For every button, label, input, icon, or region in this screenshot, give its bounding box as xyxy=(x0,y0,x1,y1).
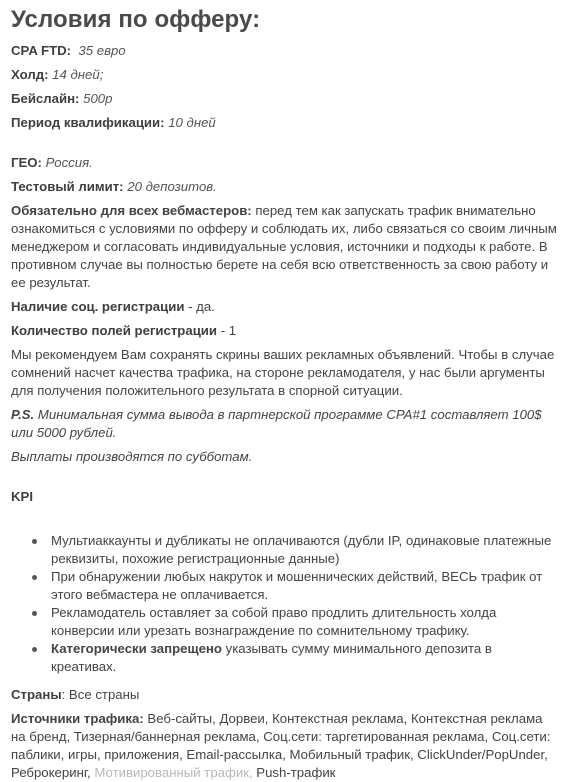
countries-value: : Все страны xyxy=(61,687,140,702)
term-value: 14 дней; xyxy=(52,67,104,82)
geo-line xyxy=(11,154,557,172)
reg-fields-label: Количество полей регистрации xyxy=(11,323,218,338)
reg-fields-line xyxy=(11,322,557,340)
countries-label: Страны xyxy=(11,687,62,702)
payouts-note xyxy=(11,448,557,466)
kpi-item xyxy=(51,604,557,640)
countries-line xyxy=(11,686,557,704)
kpi-item-text: указывать сумму минимального депозита в креативах. xyxy=(51,641,492,674)
social-reg-line xyxy=(11,298,557,316)
term-label: Холд: xyxy=(11,67,49,82)
terms-list xyxy=(11,42,557,132)
sources-label: Источники трафика: xyxy=(11,711,144,726)
recommend-paragraph: Мы рекомендуем Вам сохранять скрины ваших рекламных объявлений. Чтобы в случае сомнений насчет качества трафика, на стороне рекламодателя, у нас были аргументы для получения положительного результата в спорной ситуации. xyxy=(11,347,555,398)
kpi-title: KPI xyxy=(11,489,33,504)
term-label: Бейслайн: xyxy=(11,91,80,106)
mandatory-paragraph xyxy=(11,202,557,292)
term-label: Период квалификации: xyxy=(11,115,165,130)
ps-text: Минимальная сумма вывода в партнерской программе CPA#1 составляет 100$ или 5000 рублей. xyxy=(11,407,542,440)
mandatory-text: перед тем как запускать трафик внимательно ознакомиться с условиями по офферу и соблюдать их, либо связаться со своим личным менеджером и согласовать индивидуальные условия, источники и подходы к работе. В противном случае вы полностью берете на себя всю ответственность за свою работу и ее результат. xyxy=(11,203,557,290)
reg-fields-value: - 1 xyxy=(220,323,237,338)
kpi-item-text: Рекламодатель оставляет за собой право продлить длительность холда конверсии или урезать вознаграждение по сомнительному трафику. xyxy=(51,605,497,638)
geo-value: Россия. xyxy=(45,155,93,170)
term-label: CPA FTD: xyxy=(11,43,72,58)
kpi-list xyxy=(11,532,557,676)
term-baseline xyxy=(11,90,557,108)
kpi-item xyxy=(51,568,557,604)
ps-paragraph xyxy=(11,406,557,442)
term-hold xyxy=(11,66,557,84)
sources-tail: Push-трафик xyxy=(252,765,336,780)
term-cpa-ftd xyxy=(11,42,557,60)
test-limit-line xyxy=(11,178,557,196)
mandatory-label: Обязательно для всех вебмастеров: xyxy=(11,203,252,218)
social-reg-label: Наличие соц. регистрации xyxy=(11,299,185,314)
geo-label: ГЕО: xyxy=(11,155,42,170)
sources-muted-text: Мотивированный трафик, xyxy=(94,765,253,780)
test-limit-label: Тестовый лимит: xyxy=(11,179,124,194)
test-limit-value: 20 депозитов. xyxy=(127,179,217,194)
kpi-item-text: Мультиаккаунты и дубликаты не оплачиваются (дубли IP, одинаковые платежные реквизиты, похожие регистрационные данные) xyxy=(51,533,552,566)
sources-paragraph xyxy=(11,710,557,782)
term-value: 35 евро xyxy=(78,43,126,58)
term-value: 10 дней xyxy=(168,115,216,130)
kpi-heading xyxy=(11,488,557,506)
kpi-item xyxy=(51,640,557,676)
sources-text: Веб-сайты, Дорвеи, Контекстная реклама, Контекстная реклама на бренд, Тизерная/баннерная реклама, Соц.сети: таргетированная реклама, Соц.сети: паблики, игры, приложения, Email-рассылка, Мобильный трафик, ClickUnder/PopUnder, Реброкеринг, xyxy=(11,711,551,780)
kpi-item xyxy=(51,532,557,568)
payouts-text: Выплаты производятся по субботам. xyxy=(11,449,253,464)
ps-label: P.S. xyxy=(11,407,35,422)
term-qualification xyxy=(11,114,557,132)
social-reg-value: - да. xyxy=(188,299,215,314)
term-value: 500р xyxy=(83,91,113,106)
kpi-item-text: При обнаружении любых накруток и мошеннических действий, ВЕСЬ трафик от этого вебмастера не оплачивается. xyxy=(51,569,543,602)
page-title: Условия по офферу: xyxy=(11,6,261,33)
kpi-item-bold: Категорически запрещено xyxy=(51,641,222,656)
